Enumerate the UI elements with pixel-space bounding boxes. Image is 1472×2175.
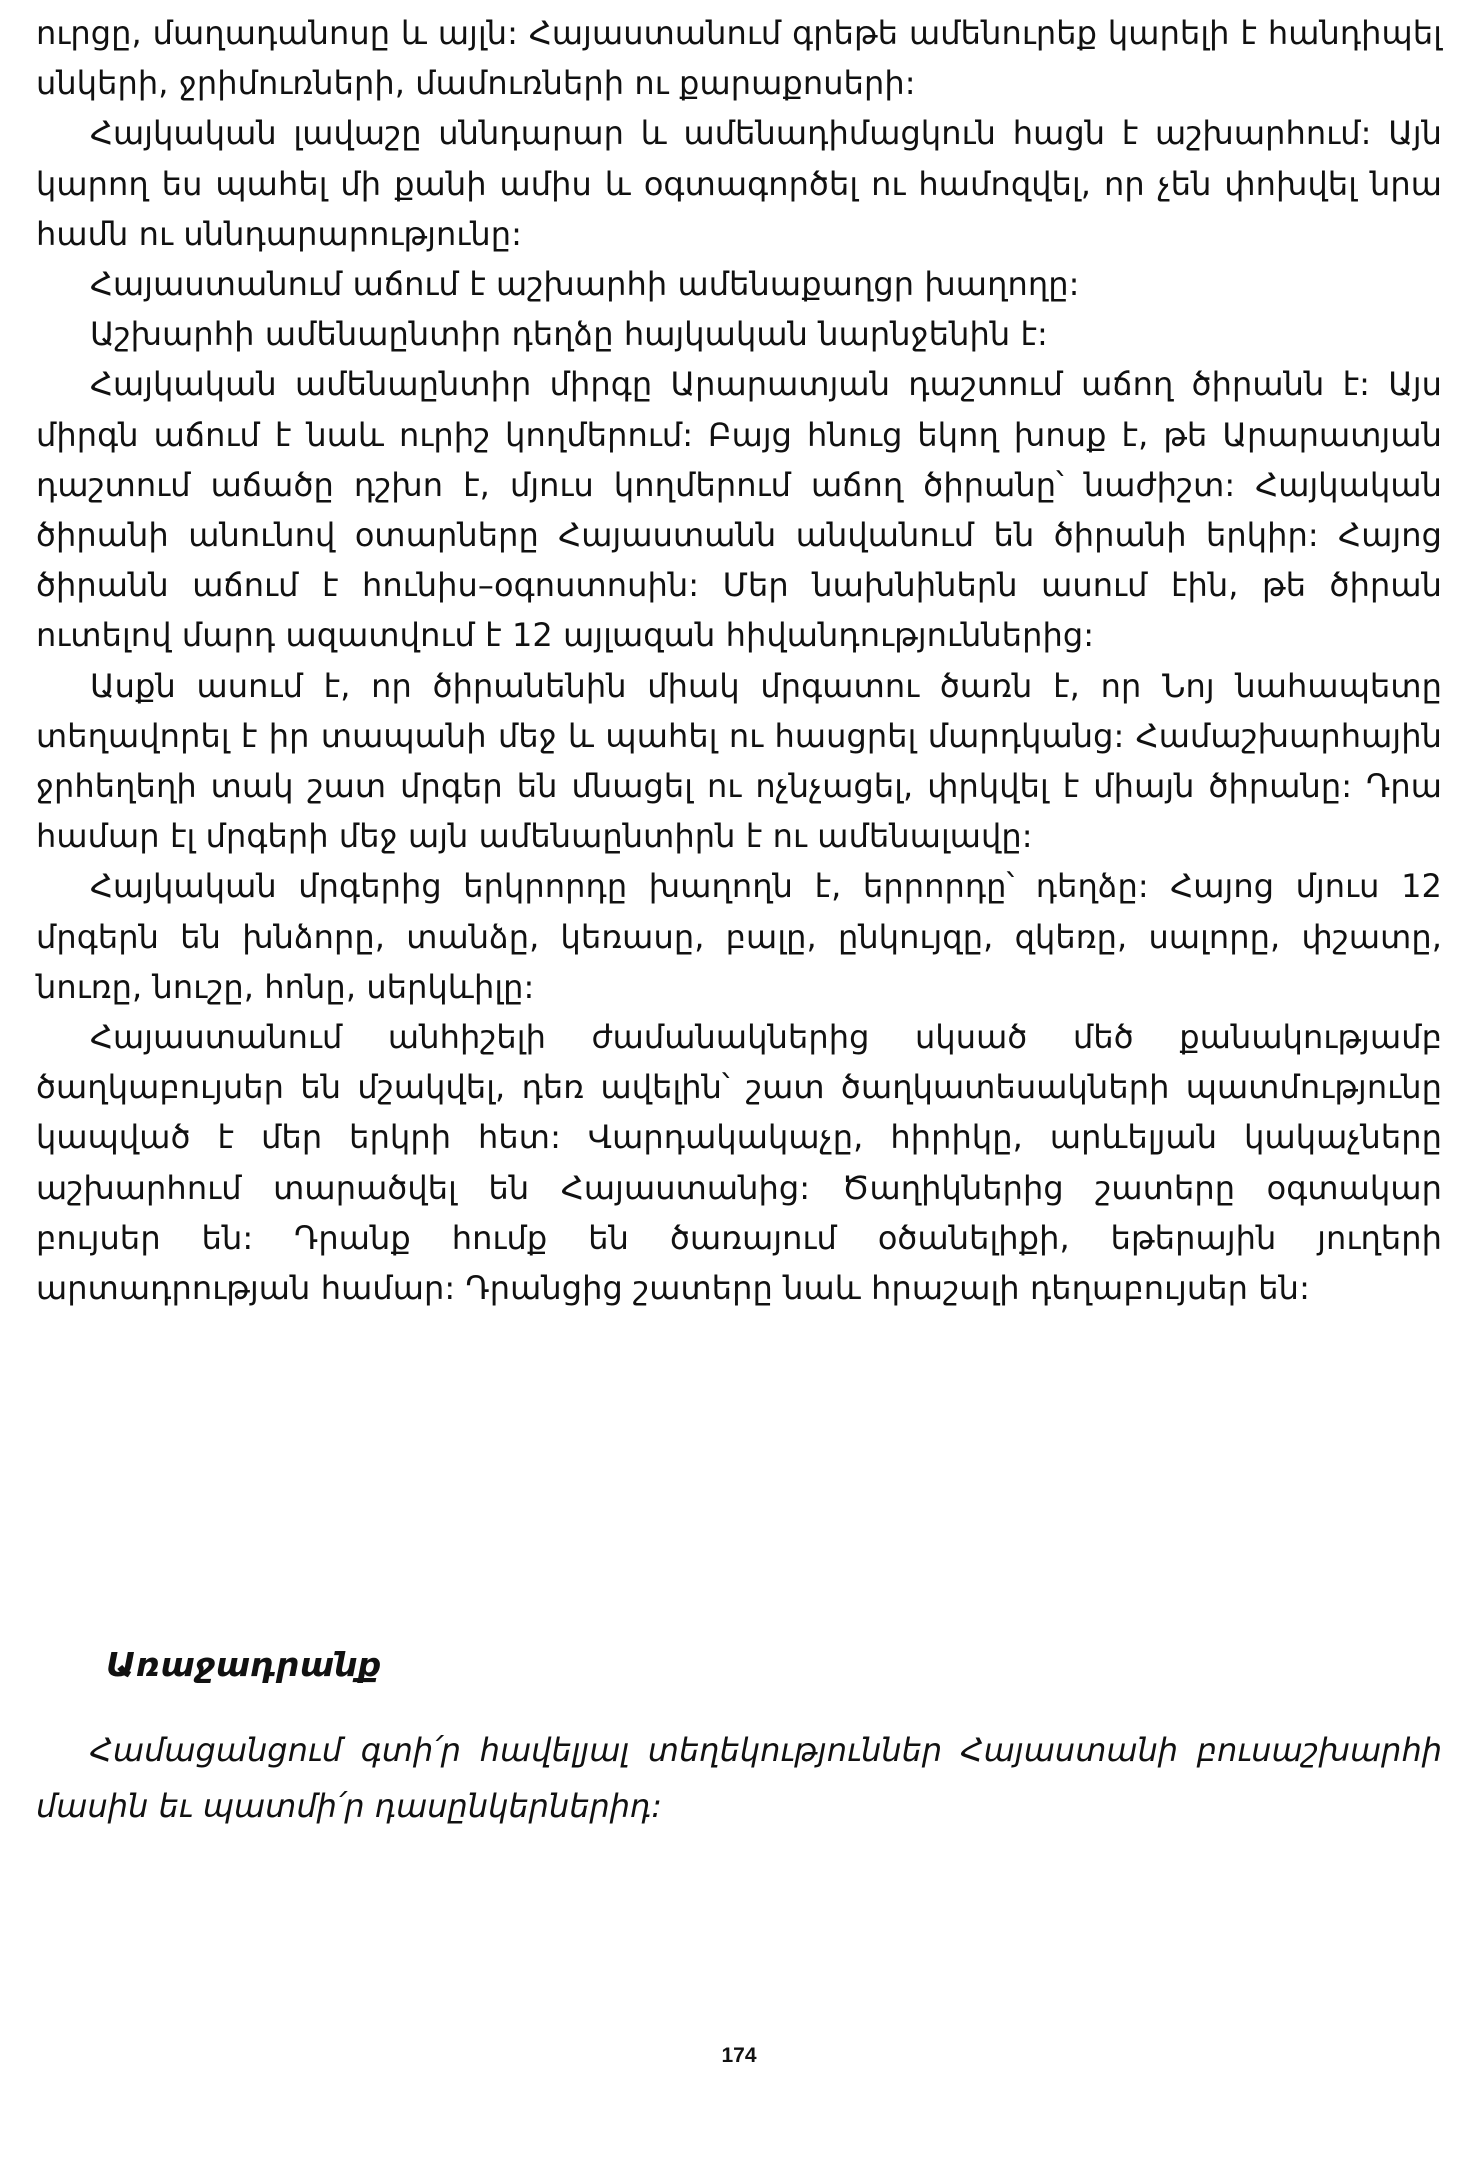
exercise-text: Համացանցում գտի՛ր հավելյալ տեղեկություններ Հայաստանի բուսաշխարհի մասին եւ պատմի՛ր դասընկերներիդ:	[36, 1731, 1442, 1825]
exercise-heading: Առաջադրանք	[106, 1645, 382, 1684]
paragraph-grapes: Հայաստանում աճում է աշխարհի ամենաքաղցր խաղողը:	[90, 265, 1080, 304]
paragraph-flowers: Հայաստանում անհիշելի ժամանակներից սկսած մեծ քանակությամբ ծաղկաբույսեր են մշակվել, դեռ ավելին՝ շատ ծաղկատեսակների պատմությունը կապված է մեր երկրի հետ: Վարդակակաչը, հիրիկը, արևելյան կակաչները աշխարհում տարածվել են Հայաստանից: Ծաղիկներից շատերը օգտակար բույսեր են: Դրանք հումք են ծառայում օծանելիքի, եթերային յուղերի արտադրության համար: Դրանցից շատերը նաև հրաշալի դեղաբույսեր են:	[36, 1018, 1442, 1308]
paragraph-herbs-continued: ուրցը, մաղադանոսը և այլն: Հայաստանում գրեթե ամենուրեք կարելի է հանդիպել սնկերի, ջրիմուռների, մամուռների ու քարաքոսերի:	[36, 14, 1442, 103]
book-page	[36, 0, 1442, 2175]
paragraph-lavash: Հայկական լավաշը սննդարար և ամենադիմացկուն հացն է աշխարհում: Այն կարող ես պահել մի քանի ամիս և օգտագործել ու համոզվել, որ չեն փոխվել նրա համն ու սննդարարությունը:	[36, 114, 1442, 253]
paragraph-apricot: Հայկական ամենաընտիր միրգը Արարատյան դաշտում աճող ծիրանն է: Այս միրգն աճում է նաև ուրիշ կողմերում: Բայց հնուց եկող խոսք է, թե Արարատյան դաշտում աճածը դշխո է, մյուս կողմերում աճող ծիրանը՝ նաժիշտ: Հայկական ծիրանի անունով օտարները Հայաստանն անվանում են ծիրանի երկիր: Հայոց ծիրանն աճում է հունիս–օգոստոսին: Մեր նախնիներն ասում էին, թե ծիրան ուտելով մարդ ազատվում է 12 այլազան հիվանդություններից:	[36, 365, 1442, 655]
paragraph-peach: Աշխարհի ամենաընտիր դեղձը հայկական նարնջենին է:	[90, 315, 1048, 354]
paragraph-noah-legend: Ասքն ասում է, որ ծիրանենին միակ մրգատու ծառն է, որ Նոյ նահապետը տեղավորել է իր տապանի մեջ և պահել ու հասցրել մարդկանց: Համաշխարհային ջրհեղեղի տակ շատ մրգեր են մնացել ու ոչնչացել, փրկվել է միայն ծիրանը: Դրա համար էլ մրգերի մեջ այն ամենաընտիրն է ու ամենալավը:	[36, 666, 1442, 856]
page-number: 174	[721, 2044, 757, 2067]
body-text	[36, 8, 1442, 1313]
paragraph-fruits-list: Հայկական մրգերից երկրորդը խաղողն է, երրորդը՝ դեղձը: Հայոց մյուս 12 մրգերն են խնձորը, տանձը, կեռասը, բալը, ընկույզը, զկեռը, սալորը, փշատը, նուռը, նուշը, հոնը, սերկևիլը:	[36, 867, 1442, 1006]
